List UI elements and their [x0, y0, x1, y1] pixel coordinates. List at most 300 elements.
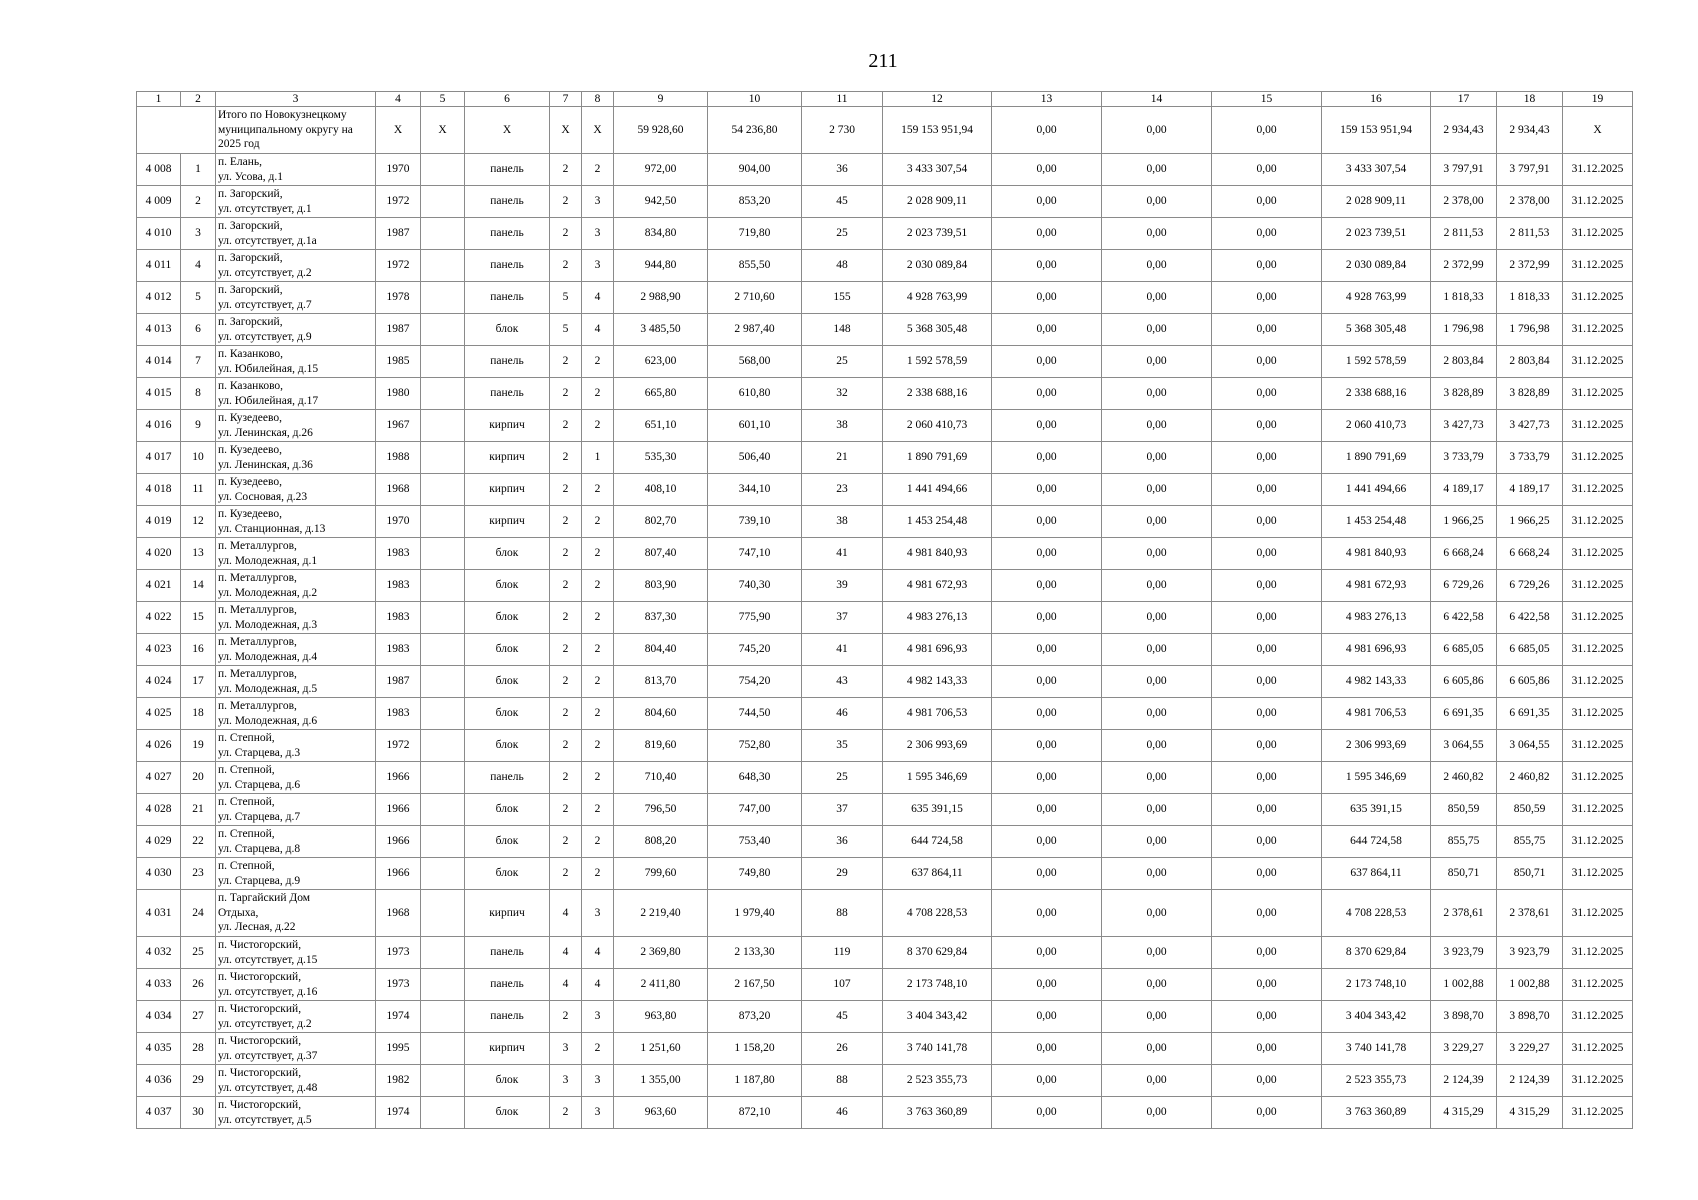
- cell-area-total: 963,80: [614, 1001, 708, 1033]
- cell-floors: 3: [550, 1065, 582, 1097]
- cell-c17: 3 828,89: [1431, 378, 1497, 410]
- cell-entrances: 2: [582, 698, 614, 730]
- cell-c16: 4 982 143,33: [1322, 666, 1431, 698]
- cell-floors: 2: [550, 858, 582, 890]
- total-value-cell: 0,00: [1212, 107, 1322, 154]
- cell-c17: 3 733,79: [1431, 442, 1497, 474]
- cell-c15: 0,00: [1212, 314, 1322, 346]
- column-header: 2: [181, 92, 216, 107]
- cell-floors: 4: [550, 969, 582, 1001]
- cell-date: 31.12.2025: [1563, 969, 1633, 1001]
- cell-c14: 0,00: [1102, 378, 1212, 410]
- cell-area-living: 719,80: [708, 218, 802, 250]
- cell-area-total: 2 369,80: [614, 937, 708, 969]
- cell-year: 1966: [376, 794, 421, 826]
- housing-registry-table: [136, 91, 1633, 1129]
- address-cell: [216, 378, 376, 410]
- cell-entrances: 2: [582, 570, 614, 602]
- cell-residents: 46: [802, 698, 883, 730]
- cell-c17: 855,75: [1431, 826, 1497, 858]
- total-value-cell: 2 934,43: [1431, 107, 1497, 154]
- address-line: ул. Старцева, д.3: [218, 746, 301, 759]
- cell-area-total: 804,40: [614, 634, 708, 666]
- cell-c13: 0,00: [992, 186, 1102, 218]
- cell-floors: 2: [550, 538, 582, 570]
- cell-c18: 6 691,35: [1497, 698, 1563, 730]
- cell-c15: 0,00: [1212, 1033, 1322, 1065]
- cell-area-living: 747,00: [708, 794, 802, 826]
- cell-material: панель: [465, 154, 550, 186]
- cell-area-living: 568,00: [708, 346, 802, 378]
- cell-c18: 1 002,88: [1497, 969, 1563, 1001]
- cell-c18: 4 315,29: [1497, 1097, 1563, 1129]
- cell-area-living: 648,30: [708, 762, 802, 794]
- cell-area-total: 808,20: [614, 826, 708, 858]
- cell-floors: 2: [550, 474, 582, 506]
- cell-c13: 0,00: [992, 762, 1102, 794]
- cell-residents: 148: [802, 314, 883, 346]
- address-line: ул. Усова, д.1: [218, 170, 283, 183]
- cell-c13: 0,00: [992, 314, 1102, 346]
- address-cell: [216, 858, 376, 890]
- cell-floors: 2: [550, 346, 582, 378]
- cell-c13: 0,00: [992, 346, 1102, 378]
- cell-c15: 0,00: [1212, 474, 1322, 506]
- cell-cost: 4 981 696,93: [883, 634, 992, 666]
- cell-cost: 2 030 089,84: [883, 250, 992, 282]
- cell-cost: 635 391,15: [883, 794, 992, 826]
- address-line: ул. Молодежная, д.2: [218, 586, 318, 599]
- cell-floors: 2: [550, 218, 582, 250]
- cell-year: 1983: [376, 698, 421, 730]
- cell-floors: 2: [550, 154, 582, 186]
- address-line: п. Елань,: [218, 156, 263, 168]
- address-line: ул. Лесная, д.22: [218, 921, 296, 934]
- cell-c14: 0,00: [1102, 1097, 1212, 1129]
- table-row: [137, 346, 1633, 378]
- cell-date: 31.12.2025: [1563, 730, 1633, 762]
- cell-cost: 2 060 410,73: [883, 410, 992, 442]
- address-line: п. Степной,: [218, 828, 275, 840]
- cell-cost: 1 890 791,69: [883, 442, 992, 474]
- cell-material: панель: [465, 250, 550, 282]
- cell-date: 31.12.2025: [1563, 282, 1633, 314]
- cell-c13: 0,00: [992, 1065, 1102, 1097]
- table-row: [137, 730, 1633, 762]
- table-row: [137, 698, 1633, 730]
- table-row: [137, 474, 1633, 506]
- cell-c14: 0,00: [1102, 154, 1212, 186]
- table-row: [137, 1065, 1633, 1097]
- cell-c18: 850,71: [1497, 858, 1563, 890]
- cell-c17: 1 818,33: [1431, 282, 1497, 314]
- cell-cost: 2 173 748,10: [883, 969, 992, 1001]
- cell-date: 31.12.2025: [1563, 826, 1633, 858]
- address-line: ул. Сосновая, д.23: [218, 490, 308, 503]
- cell-floors: 5: [550, 282, 582, 314]
- cell-c13: 0,00: [992, 154, 1102, 186]
- cell-num: 19: [181, 730, 216, 762]
- cell-entrances: 2: [582, 474, 614, 506]
- cell-cost: 4 981 840,93: [883, 538, 992, 570]
- column-header: 3: [216, 92, 376, 107]
- cell-entrances: 1: [582, 442, 614, 474]
- cell-year: 1968: [376, 474, 421, 506]
- address-cell: [216, 1033, 376, 1065]
- cell-date: 31.12.2025: [1563, 794, 1633, 826]
- cell-material: блок: [465, 794, 550, 826]
- cell-year: 1983: [376, 602, 421, 634]
- cell-id: 4 024: [137, 666, 181, 698]
- address-cell: [216, 314, 376, 346]
- cell-material: кирпич: [465, 1033, 550, 1065]
- cell-c16: 2 306 993,69: [1322, 730, 1431, 762]
- cell-year: 1980: [376, 378, 421, 410]
- cell-c5: [421, 937, 465, 969]
- cell-material: блок: [465, 634, 550, 666]
- cell-cost: 3 433 307,54: [883, 154, 992, 186]
- cell-id: 4 009: [137, 186, 181, 218]
- cell-floors: 5: [550, 314, 582, 346]
- address-line: ул. Ленинская, д.26: [218, 426, 313, 439]
- cell-c16: 3 404 343,42: [1322, 1001, 1431, 1033]
- cell-c16: 2 028 909,11: [1322, 186, 1431, 218]
- cell-c5: [421, 378, 465, 410]
- cell-c18: 1 796,98: [1497, 314, 1563, 346]
- cell-c18: 2 378,00: [1497, 186, 1563, 218]
- table-row: [137, 538, 1633, 570]
- address-line: ул. отсутствует, д.2: [218, 1017, 312, 1030]
- cell-year: 1973: [376, 937, 421, 969]
- cell-area-total: 803,90: [614, 570, 708, 602]
- cell-year: 1983: [376, 538, 421, 570]
- cell-c14: 0,00: [1102, 1001, 1212, 1033]
- cell-residents: 36: [802, 154, 883, 186]
- cell-c18: 3 733,79: [1497, 442, 1563, 474]
- address-cell: [216, 730, 376, 762]
- cell-c5: [421, 250, 465, 282]
- cell-area-living: 754,20: [708, 666, 802, 698]
- cell-residents: 48: [802, 250, 883, 282]
- cell-residents: 35: [802, 730, 883, 762]
- cell-c18: 2 460,82: [1497, 762, 1563, 794]
- cell-c17: 4 189,17: [1431, 474, 1497, 506]
- cell-cost: 4 928 763,99: [883, 282, 992, 314]
- cell-residents: 155: [802, 282, 883, 314]
- cell-area-living: 745,20: [708, 634, 802, 666]
- cell-c18: 6 729,26: [1497, 570, 1563, 602]
- cell-num: 29: [181, 1065, 216, 1097]
- cell-floors: 2: [550, 378, 582, 410]
- table-row: [137, 314, 1633, 346]
- cell-c5: [421, 442, 465, 474]
- cell-entrances: 4: [582, 282, 614, 314]
- total-value-cell: 0,00: [1102, 107, 1212, 154]
- table-row: [137, 218, 1633, 250]
- cell-c13: 0,00: [992, 1033, 1102, 1065]
- cell-c15: 0,00: [1212, 730, 1322, 762]
- cell-c16: 1 595 346,69: [1322, 762, 1431, 794]
- cell-material: панель: [465, 1001, 550, 1033]
- cell-floors: 2: [550, 602, 582, 634]
- cell-c5: [421, 1065, 465, 1097]
- address-cell: [216, 346, 376, 378]
- cell-c15: 0,00: [1212, 794, 1322, 826]
- cell-entrances: 3: [582, 1001, 614, 1033]
- cell-num: 3: [181, 218, 216, 250]
- column-header: 8: [582, 92, 614, 107]
- address-line: п. Степной,: [218, 860, 275, 872]
- cell-c15: 0,00: [1212, 826, 1322, 858]
- cell-area-total: 837,30: [614, 602, 708, 634]
- cell-c5: [421, 969, 465, 1001]
- cell-c15: 0,00: [1212, 858, 1322, 890]
- cell-area-total: 944,80: [614, 250, 708, 282]
- cell-c5: [421, 346, 465, 378]
- cell-cost: 3 404 343,42: [883, 1001, 992, 1033]
- cell-c18: 850,59: [1497, 794, 1563, 826]
- cell-c5: [421, 154, 465, 186]
- cell-area-living: 344,10: [708, 474, 802, 506]
- address-cell: [216, 570, 376, 602]
- cell-c17: 2 378,00: [1431, 186, 1497, 218]
- cell-c16: 1 453 254,48: [1322, 506, 1431, 538]
- cell-c14: 0,00: [1102, 602, 1212, 634]
- cell-c5: [421, 1033, 465, 1065]
- cell-residents: 23: [802, 474, 883, 506]
- cell-num: 12: [181, 506, 216, 538]
- address-line: п. Чистогорский,: [218, 1067, 302, 1079]
- cell-c14: 0,00: [1102, 442, 1212, 474]
- cell-id: 4 030: [137, 858, 181, 890]
- column-header: 19: [1563, 92, 1633, 107]
- address-line: п. Загорский,: [218, 220, 283, 232]
- address-line: ул. отсутствует, д.9: [218, 330, 312, 343]
- cell-c18: 3 898,70: [1497, 1001, 1563, 1033]
- cell-c16: 2 030 089,84: [1322, 250, 1431, 282]
- cell-area-total: 813,70: [614, 666, 708, 698]
- address-line: п. Чистогорский,: [218, 1035, 302, 1047]
- address-cell: [216, 602, 376, 634]
- cell-entrances: 4: [582, 969, 614, 1001]
- table-body: [137, 92, 1633, 1129]
- cell-floors: 2: [550, 506, 582, 538]
- cell-c18: 6 422,58: [1497, 602, 1563, 634]
- cell-num: 23: [181, 858, 216, 890]
- cell-floors: 2: [550, 442, 582, 474]
- cell-area-living: 775,90: [708, 602, 802, 634]
- cell-c15: 0,00: [1212, 937, 1322, 969]
- cell-c15: 0,00: [1212, 1097, 1322, 1129]
- cell-floors: 2: [550, 1001, 582, 1033]
- cell-num: 24: [181, 890, 216, 937]
- cell-c5: [421, 794, 465, 826]
- cell-c18: 3 064,55: [1497, 730, 1563, 762]
- cell-c18: 2 378,61: [1497, 890, 1563, 937]
- cell-date: 31.12.2025: [1563, 218, 1633, 250]
- cell-entrances: 3: [582, 1097, 614, 1129]
- address-cell: [216, 1097, 376, 1129]
- address-cell: [216, 937, 376, 969]
- cell-c14: 0,00: [1102, 1065, 1212, 1097]
- cell-cost: 4 708 228,53: [883, 890, 992, 937]
- cell-material: кирпич: [465, 506, 550, 538]
- cell-c18: 1 966,25: [1497, 506, 1563, 538]
- column-header: 1: [137, 92, 181, 107]
- page-number: 211: [868, 50, 898, 72]
- cell-c13: 0,00: [992, 698, 1102, 730]
- cell-id: 4 014: [137, 346, 181, 378]
- cell-c18: 2 811,53: [1497, 218, 1563, 250]
- cell-floors: 2: [550, 762, 582, 794]
- cell-area-total: 802,70: [614, 506, 708, 538]
- cell-material: блок: [465, 602, 550, 634]
- cell-c5: [421, 634, 465, 666]
- cell-entrances: 2: [582, 634, 614, 666]
- address-line: п. Казанково,: [218, 380, 284, 392]
- address-cell: [216, 282, 376, 314]
- cell-id: 4 023: [137, 634, 181, 666]
- address-line: п. Загорский,: [218, 284, 283, 296]
- cell-entrances: 2: [582, 762, 614, 794]
- cell-c16: 644 724,58: [1322, 826, 1431, 858]
- cell-material: блок: [465, 1097, 550, 1129]
- cell-residents: 32: [802, 378, 883, 410]
- cell-c16: 1 890 791,69: [1322, 442, 1431, 474]
- cell-c14: 0,00: [1102, 186, 1212, 218]
- address-cell: [216, 1001, 376, 1033]
- cell-entrances: 2: [582, 378, 614, 410]
- address-line: п. Загорский,: [218, 316, 283, 328]
- cell-residents: 43: [802, 666, 883, 698]
- cell-id: 4 031: [137, 890, 181, 937]
- address-line: п. Загорский,: [218, 188, 283, 200]
- cell-cost: 4 982 143,33: [883, 666, 992, 698]
- cell-cost: 1 592 578,59: [883, 346, 992, 378]
- cell-residents: 25: [802, 346, 883, 378]
- cell-num: 28: [181, 1033, 216, 1065]
- cell-area-total: 1 251,60: [614, 1033, 708, 1065]
- cell-floors: 2: [550, 698, 582, 730]
- total-value-cell: 159 153 951,94: [883, 107, 992, 154]
- cell-cost: 5 368 305,48: [883, 314, 992, 346]
- cell-entrances: 2: [582, 154, 614, 186]
- address-line: п. Кузедеево,: [218, 412, 282, 424]
- cell-c15: 0,00: [1212, 282, 1322, 314]
- cell-c14: 0,00: [1102, 506, 1212, 538]
- cell-c5: [421, 314, 465, 346]
- table-row: [137, 826, 1633, 858]
- total-value-cell: X: [1563, 107, 1633, 154]
- cell-year: 1982: [376, 1065, 421, 1097]
- address-cell: [216, 666, 376, 698]
- cell-c5: [421, 858, 465, 890]
- cell-c5: [421, 698, 465, 730]
- cell-c16: 3 740 141,78: [1322, 1033, 1431, 1065]
- cell-area-total: 1 355,00: [614, 1065, 708, 1097]
- cell-c14: 0,00: [1102, 314, 1212, 346]
- total-spacer-cell: [137, 107, 216, 154]
- address-line: ул. отсутствует, д.2: [218, 266, 312, 279]
- cell-c5: [421, 1097, 465, 1129]
- cell-c15: 0,00: [1212, 1001, 1322, 1033]
- cell-c16: 4 983 276,13: [1322, 602, 1431, 634]
- cell-c15: 0,00: [1212, 890, 1322, 937]
- cell-c18: 6 668,24: [1497, 538, 1563, 570]
- cell-c14: 0,00: [1102, 538, 1212, 570]
- cell-id: 4 029: [137, 826, 181, 858]
- cell-num: 13: [181, 538, 216, 570]
- total-value-cell: 159 153 951,94: [1322, 107, 1431, 154]
- cell-c15: 0,00: [1212, 762, 1322, 794]
- cell-date: 31.12.2025: [1563, 410, 1633, 442]
- cell-c16: 1 592 578,59: [1322, 346, 1431, 378]
- cell-cost: 3 763 360,89: [883, 1097, 992, 1129]
- cell-c13: 0,00: [992, 1001, 1102, 1033]
- cell-c5: [421, 762, 465, 794]
- cell-residents: 41: [802, 538, 883, 570]
- cell-cost: 637 864,11: [883, 858, 992, 890]
- cell-date: 31.12.2025: [1563, 937, 1633, 969]
- address-line: п. Таргайский Дом: [218, 892, 310, 905]
- address-cell: [216, 794, 376, 826]
- cell-c15: 0,00: [1212, 378, 1322, 410]
- cell-c18: 6 685,05: [1497, 634, 1563, 666]
- cell-c16: 2 173 748,10: [1322, 969, 1431, 1001]
- cell-area-living: 2 167,50: [708, 969, 802, 1001]
- cell-entrances: 4: [582, 937, 614, 969]
- cell-c14: 0,00: [1102, 969, 1212, 1001]
- column-header: 5: [421, 92, 465, 107]
- cell-c13: 0,00: [992, 506, 1102, 538]
- cell-id: 4 027: [137, 762, 181, 794]
- cell-residents: 39: [802, 570, 883, 602]
- column-header: 6: [465, 92, 550, 107]
- cell-date: 31.12.2025: [1563, 602, 1633, 634]
- cell-id: 4 028: [137, 794, 181, 826]
- cell-area-living: 610,80: [708, 378, 802, 410]
- cell-material: блок: [465, 1065, 550, 1097]
- cell-area-total: 623,00: [614, 346, 708, 378]
- cell-c17: 2 460,82: [1431, 762, 1497, 794]
- cell-num: 18: [181, 698, 216, 730]
- cell-c14: 0,00: [1102, 282, 1212, 314]
- cell-c5: [421, 506, 465, 538]
- cell-cost: 2 023 739,51: [883, 218, 992, 250]
- cell-year: 1970: [376, 506, 421, 538]
- table-row: [137, 1033, 1633, 1065]
- cell-year: 1995: [376, 1033, 421, 1065]
- cell-floors: 2: [550, 730, 582, 762]
- cell-entrances: 2: [582, 666, 614, 698]
- cell-c13: 0,00: [992, 634, 1102, 666]
- cell-c13: 0,00: [992, 1097, 1102, 1129]
- cell-c17: 4 315,29: [1431, 1097, 1497, 1129]
- cell-area-living: 853,20: [708, 186, 802, 218]
- cell-c15: 0,00: [1212, 346, 1322, 378]
- table-row: [137, 937, 1633, 969]
- cell-c16: 4 981 672,93: [1322, 570, 1431, 602]
- address-cell: [216, 1065, 376, 1097]
- cell-num: 1: [181, 154, 216, 186]
- cell-c17: 6 605,86: [1431, 666, 1497, 698]
- cell-c13: 0,00: [992, 282, 1102, 314]
- cell-area-living: 855,50: [708, 250, 802, 282]
- cell-c16: 2 523 355,73: [1322, 1065, 1431, 1097]
- cell-year: 1987: [376, 666, 421, 698]
- table-row: [137, 250, 1633, 282]
- cell-c5: [421, 474, 465, 506]
